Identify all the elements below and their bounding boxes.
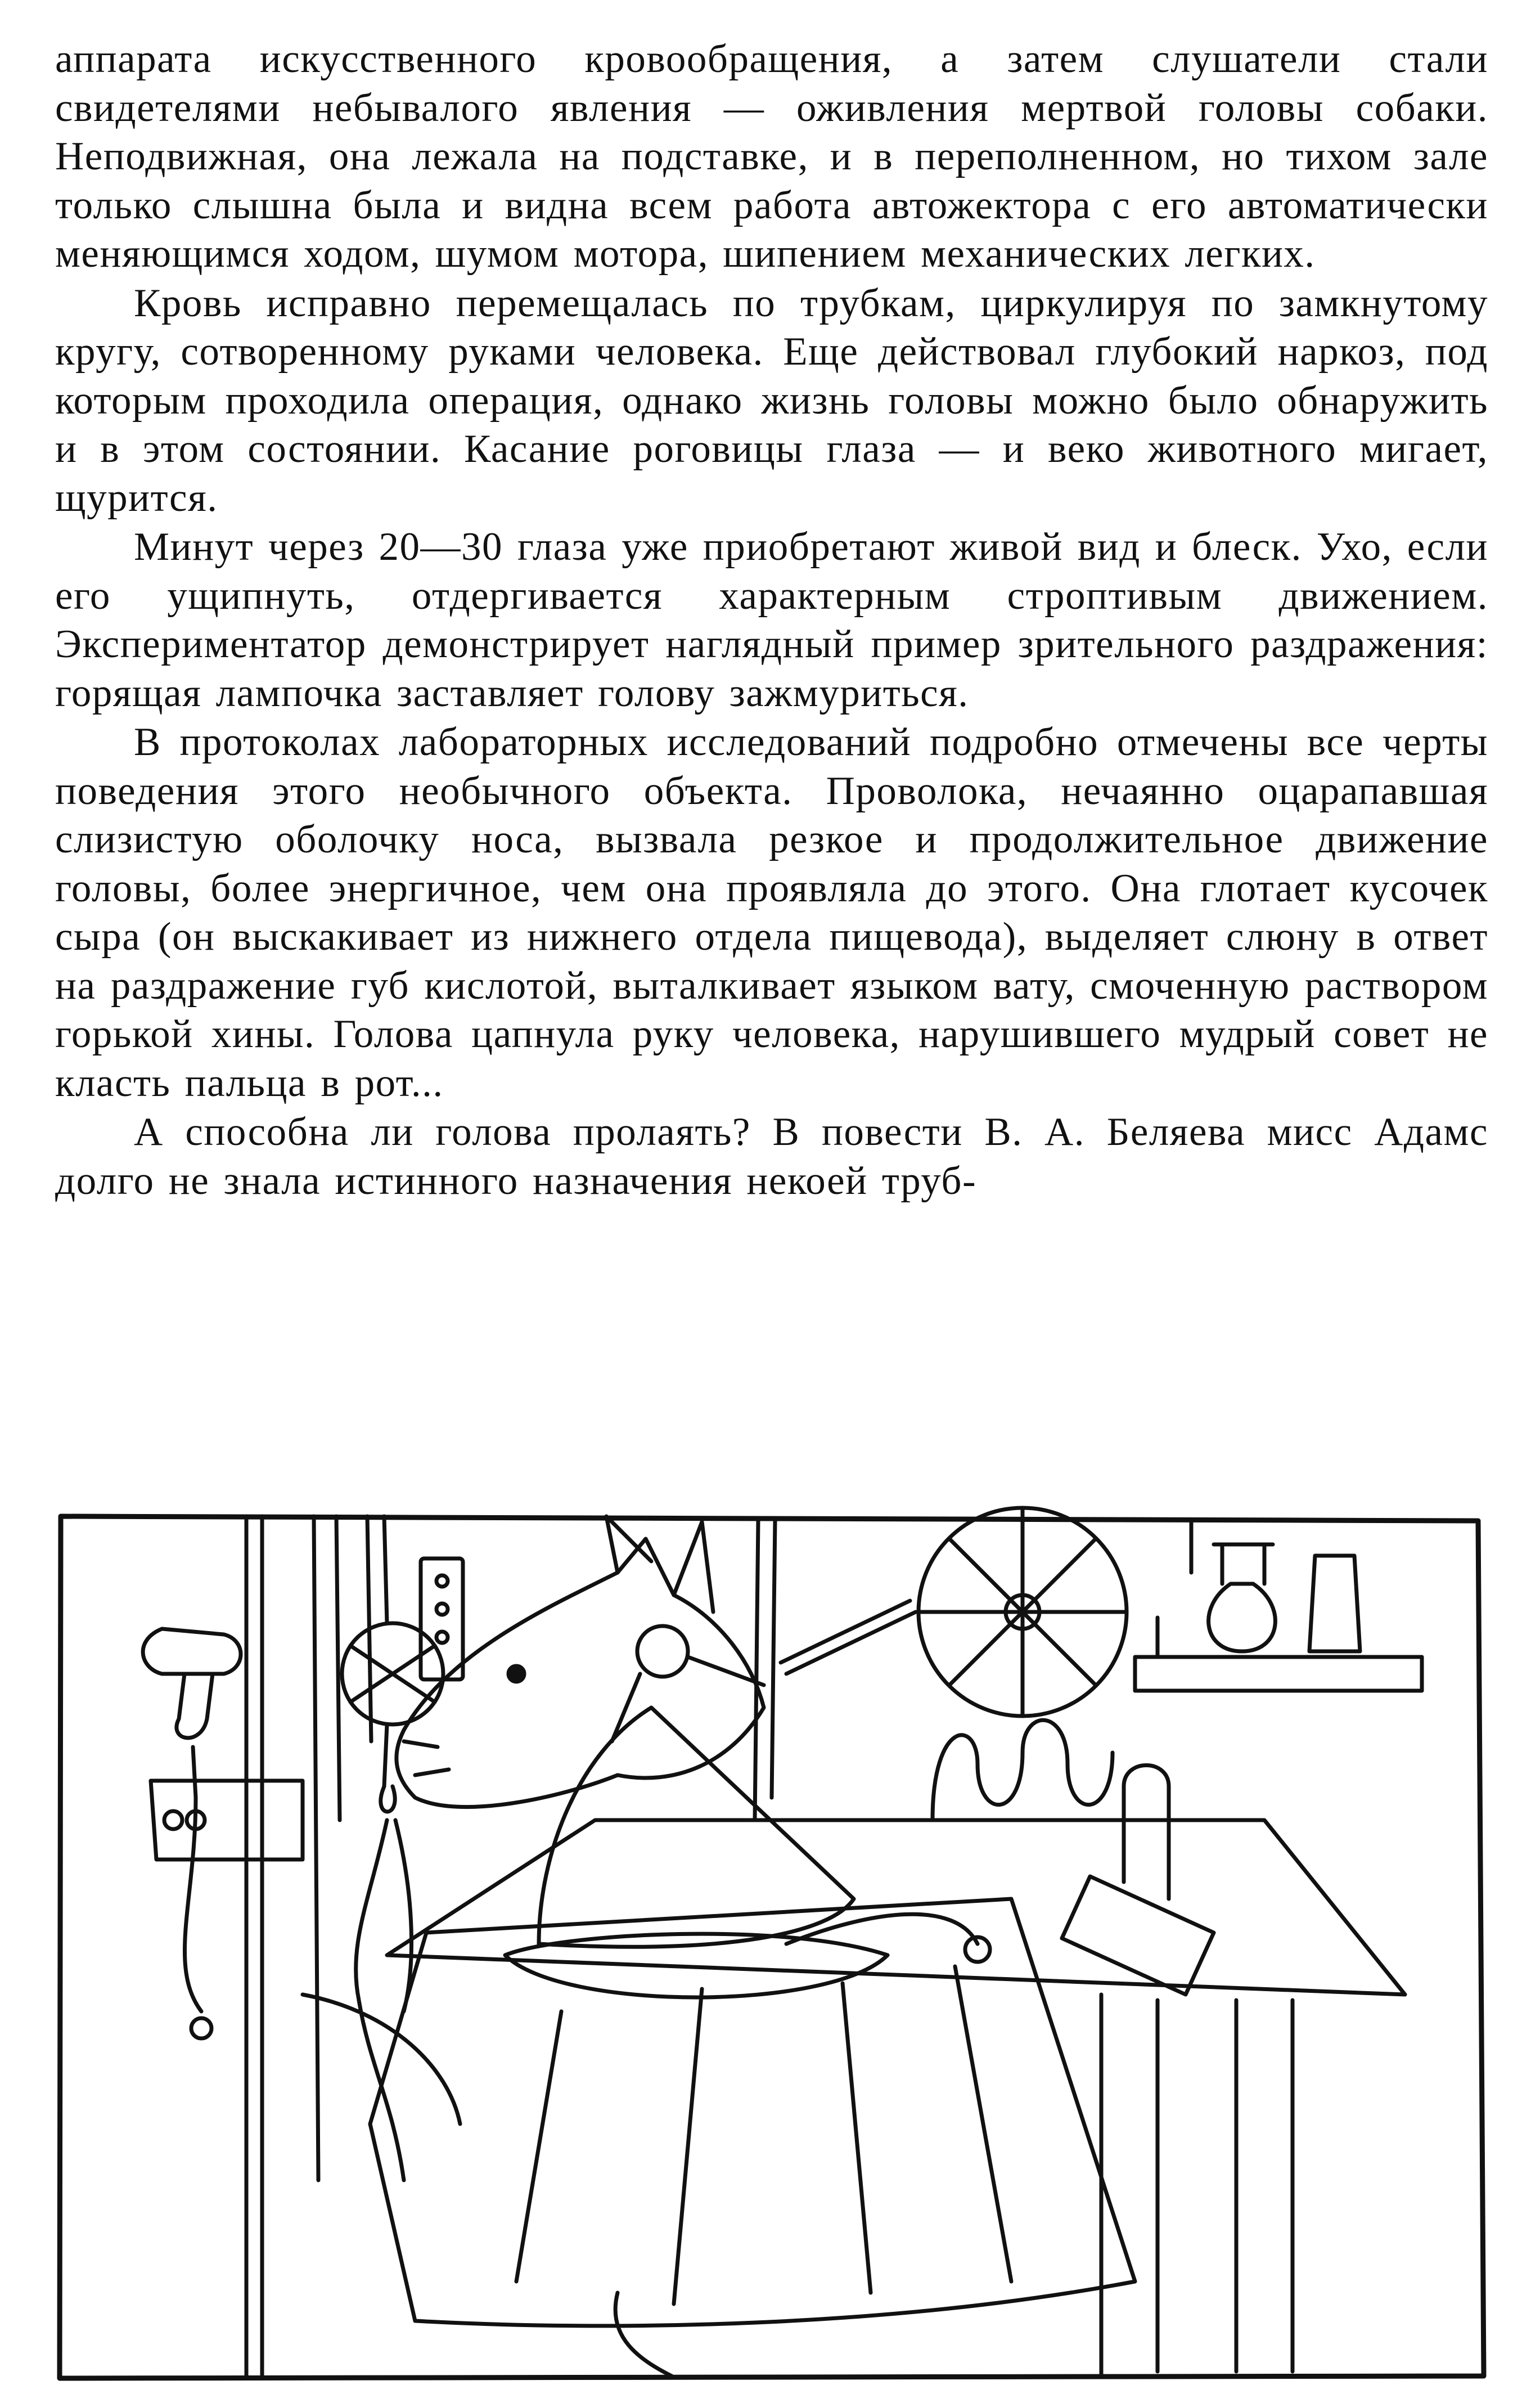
left-pole (246, 1516, 262, 2377)
coil-tube (933, 1720, 1113, 1820)
table-legs (1101, 1995, 1293, 2377)
pole-2 (314, 1516, 340, 2180)
paragraph-5: А способна ли голова пролаять? В повести В. А. Беляева мисс Адамс долго не знала истинного назначения некоей труб- (55, 1110, 1488, 1203)
dog-head-illustration (55, 1505, 1488, 2386)
paragraph-3: Минут через 20—30 глаза уже приобретают живой вид и блеск. Ухо, если его ущипнуть, отдергивается характерным строптивым движением. Экспериментатор демонстрирует наглядный пример зрительного раздражения: горящая лампочка заставляет голову зажмуриться. (55, 525, 1488, 715)
electrode (637, 1626, 688, 1677)
test-bottle (1309, 1556, 1360, 1651)
dish-stand (1062, 1876, 1214, 1995)
drape-cloth (370, 1899, 1135, 2326)
wall-box (151, 1781, 303, 1859)
shelf (1135, 1618, 1422, 1691)
lab-flask-right (1209, 1584, 1276, 1651)
body-text (55, 35, 1488, 1205)
illustration-drawing (55, 1505, 1488, 2386)
paragraph-4: В протоколах лабораторных исследований подробно отмечены все черты поведения этого необычного объекта. Проволока, нечаянно оцарапавшая слизистую оболочку носа, вызвала резкое и продолжительное движение головы, более энергичное, чем она проявляла до этого. Она глотает кусочек сыра (он выскакивает из нижнего отдела пищевода), выделяет слюну в ответ на раздражение губ кислотой, выталкивает языком вату, смоченную раствором горькой хины. Голова цапнула руку человека, нарушившего мудрый совет не класть пальца в рот... (55, 720, 1488, 1105)
paragraph-2: Кровь исправно перемещалась по трубкам, циркулируя по замкнутому кругу, сотворенному руками человека. Еще действовал глубокий наркоз, под которым проходила операция, однако жизнь головы можно было обнаружить и в этом состоянии. Касание роговицы глаза — и веко животного мигает, щурится. (55, 281, 1488, 520)
lamp-apparatus (143, 1629, 241, 1674)
paragraph-1: аппарата искусственного кровообращения, а затем слушатели стали свидетелями небывалого явления — оживления мертвой головы собаки. Неподвижная, она лежала на подставке, и в переполненном, но тихом зале только слышна была и видна всем работа автожектора с его автоматически меняющимся ходом, шумом мотора, шипением механических легких. (55, 37, 1488, 276)
dog-eye (508, 1666, 524, 1682)
center-pole (755, 1521, 775, 1820)
